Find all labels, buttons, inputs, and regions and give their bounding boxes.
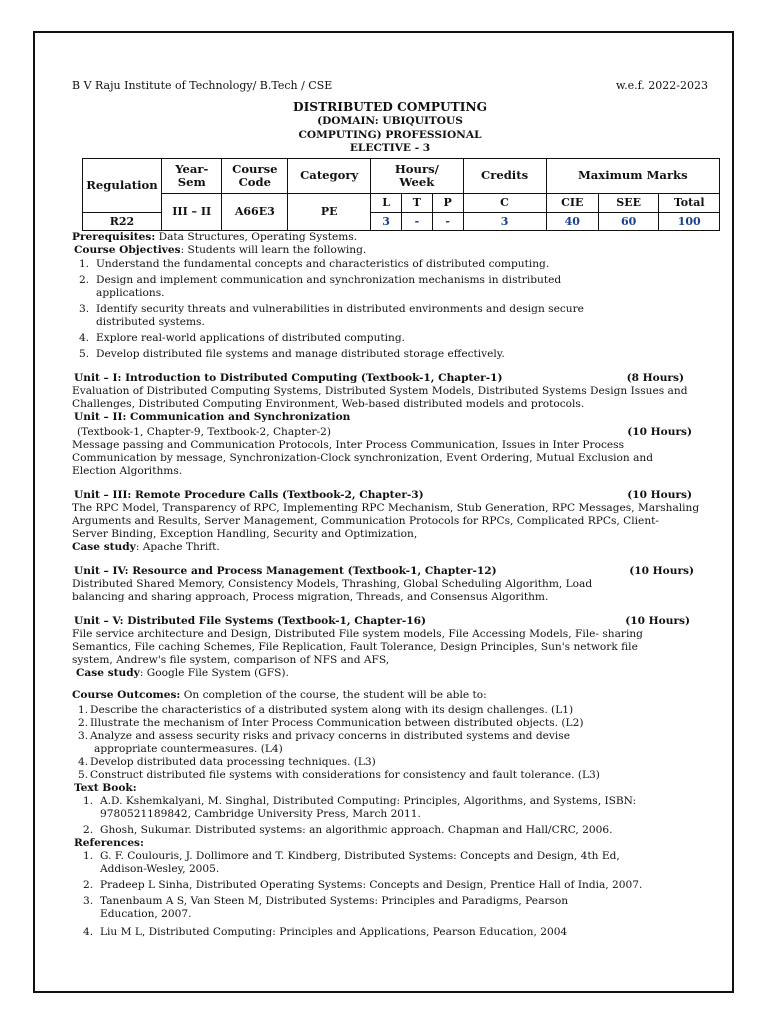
- reference-item: 3. Tanenbaum A S, Van Steen M, Distributed Systems: Principles and Paradigms, Pearson Education, 2007.: [83, 894, 569, 920]
- cell-see: 60: [598, 212, 659, 230]
- unit-3-text: The RPC Model, Transparency of RPC, Implementing RPC Mechanism, Stub Generation, RPC Messages, Marshaling: [72, 501, 700, 514]
- th-credits: Credits: [463, 158, 546, 193]
- unit-1-title: Unit – I: Introduction to Distributed Computing (Textbook-1, Chapter-1): [74, 371, 503, 384]
- unit-1: [72, 372, 708, 411]
- textbooks-list: [83, 795, 708, 837]
- course-objectives-heading: Course Objectives: Students will learn the following.: [74, 243, 367, 256]
- unit-3-case-study: Case study: Apache Thrift.: [72, 540, 220, 553]
- unit-4-hours: (10 Hours): [629, 564, 694, 577]
- prerequisites: Prerequisites: Data Structures, Operating Systems.: [72, 230, 358, 243]
- th-maximum-marks: Maximum Marks: [546, 158, 719, 193]
- th-p: P: [432, 193, 463, 212]
- cell-p: -: [432, 212, 463, 230]
- textbook-item: 1. A.D. Kshemkalyani, M. Singhal, Distributed Computing: Principles, Algorithms, and Systems, ISBN: 9780521189842, Cambridge University Press, March 2011.: [83, 794, 637, 820]
- unit-5-text: File service architecture and Design, Distributed File system models, File Accessing Models, File- sharing: [72, 627, 643, 640]
- objective-item: 5. Develop distributed file systems and manage distributed storage effectively.: [79, 347, 505, 360]
- th-c: C: [463, 193, 546, 212]
- cell-year-sem: III – II: [161, 193, 222, 230]
- outcome-item: 2. Illustrate the mechanism of Inter Process Communication between distributed objects. (L2): [78, 716, 584, 729]
- th-see: SEE: [598, 193, 659, 212]
- unit-5-title: Unit – V: Distributed File Systems (Textbook-1, Chapter-16): [74, 614, 427, 627]
- unit-4-title: Unit – IV: Resource and Process Management (Textbook-1, Chapter-12): [74, 564, 497, 577]
- th-year-sem: Year- Sem: [161, 158, 222, 193]
- reference-item: 4. Liu M L, Distributed Computing: Principles and Applications, Pearson Education, 2004: [83, 925, 568, 938]
- unit-5-case-study: Case study: Google File System (GFS).: [76, 666, 289, 679]
- unit-2-sub: (Textbook-1, Chapter-9, Textbook-2, Chapter-2): [77, 425, 332, 438]
- unit-5: [72, 615, 708, 680]
- regulation-table: [82, 158, 720, 231]
- unit-3-hours: (10 Hours): [627, 488, 692, 501]
- reference-item: 1. G. F. Coulouris, J. Dollimore and T. Kindberg, Distributed Systems: Concepts and Design, 4th Ed, Addison-Wesley, 2005.: [83, 849, 620, 875]
- course-outcomes-heading: Course Outcomes: On completion of the course, the student will be able to:: [72, 688, 487, 701]
- cell-total: 100: [659, 212, 720, 230]
- th-regulation: Regulation: [83, 158, 162, 212]
- objective-item: 1. Understand the fundamental concepts and characteristics of distributed computing.: [79, 257, 550, 270]
- course-domain-line2: COMPUTING) PROFESSIONAL: [298, 128, 482, 141]
- unit-1-hours: (8 Hours): [626, 371, 684, 384]
- references-list: [83, 850, 708, 939]
- cell-course-code: A66E3: [222, 193, 288, 230]
- textbook-item: 2. Ghosh, Sukumar. Distributed systems: an algorithmic approach. Chapman and Hall/CRC, 2006.: [83, 823, 613, 836]
- unit-3-text: Arguments and Results, Server Management, Communication Protocols for RPCs, Complicated RPCs, Client-: [72, 514, 659, 527]
- cell-regulation: R22: [83, 212, 162, 230]
- unit-5-text: Semantics, File caching Schemes, File Replication, Fault Tolerance, Design Principles, Sun's network file: [72, 640, 638, 653]
- outcome-item: 3. Analyze and assess security risks and privacy concerns in distributed systems and devise appropriate countermeasures. (L4): [78, 729, 570, 755]
- course-domain-line1: (DOMAIN: UBIQUITOUS: [317, 115, 463, 127]
- th-t: T: [401, 193, 432, 212]
- outcome-item: 4. Develop distributed data processing techniques. (L3): [78, 755, 376, 768]
- unit-1-text: Challenges, Distributed Computing Environment, Web-based distributed models and protocols.: [72, 397, 585, 410]
- page-header: [72, 79, 708, 92]
- unit-2-text: Communication by message, Synchronization-Clock synchronization, Event Ordering, Mutual Exclusion and: [72, 451, 654, 464]
- th-cie: CIE: [546, 193, 598, 212]
- unit-3-text: Server Binding, Exception Handling, Security and Optimization,: [72, 527, 418, 540]
- reference-item: 2. Pradeep L Sinha, Distributed Operating Systems: Concepts and Design, Prentice Hall of India, 2007.: [83, 878, 643, 891]
- unit-3-title: Unit – III: Remote Procedure Calls (Textbook-2, Chapter-3): [74, 488, 424, 501]
- references-heading: References:: [74, 836, 144, 849]
- cell-l: 3: [371, 212, 402, 230]
- th-total: Total: [659, 193, 720, 212]
- course-title-block: [72, 100, 708, 156]
- outcome-item: 5. Construct distributed file systems with considerations for consistency and fault tolerance. (L3): [78, 768, 600, 781]
- outcomes-list: [78, 704, 708, 782]
- cell-category: PE: [288, 193, 371, 230]
- textbook-heading: Text Book:: [74, 781, 137, 794]
- th-l: L: [371, 193, 402, 212]
- outcome-item: 1. Describe the characteristics of a distributed system along with its design challenges. (L1): [78, 703, 574, 716]
- unit-5-text: system, Andrew's file system, comparison of NFS and AFS,: [72, 653, 390, 666]
- th-category: Category: [288, 158, 371, 193]
- th-course-code: Course Code: [222, 158, 288, 193]
- objective-item: 4. Explore real-world applications of distributed computing.: [79, 331, 406, 344]
- unit-2-hours: (10 Hours): [627, 425, 692, 438]
- unit-5-hours: (10 Hours): [625, 614, 690, 627]
- objective-item: 2. Design and implement communication and synchronization mechanisms in distributed applications.: [79, 273, 562, 299]
- unit-1-text: Evaluation of Distributed Computing Systems, Distributed System Models, Distributed Systems Design Issues and: [72, 384, 688, 397]
- institute-header: B V Raju Institute of Technology/ B.Tech / CSE: [72, 79, 333, 92]
- course-domain-line3: ELECTIVE - 3: [349, 142, 431, 154]
- cell-c: 3: [463, 212, 546, 230]
- unit-4-text: Distributed Shared Memory, Consistency Models, Thrashing, Global Scheduling Algorithm, Load: [72, 577, 593, 590]
- unit-3: [72, 489, 708, 554]
- unit-2-text: Election Algorithms.: [72, 464, 183, 477]
- objectives-list: [79, 258, 708, 361]
- unit-4: [72, 565, 708, 604]
- objective-item: 3. Identify security threats and vulnerabilities in distributed environments and design secure distributed systems.: [79, 302, 584, 328]
- th-hours-week: Hours/ Week: [371, 158, 463, 193]
- unit-2: [72, 411, 708, 478]
- cell-t: -: [401, 212, 432, 230]
- syllabus-page: [72, 78, 708, 939]
- unit-2-title: Unit – II: Communication and Synchronization: [74, 410, 351, 423]
- unit-2-text: Message passing and Communication Protocols, Inter Process Communication, Issues in Inter Process: [72, 438, 625, 451]
- cell-cie: 40: [546, 212, 598, 230]
- course-title: DISTRIBUTED COMPUTING: [293, 100, 487, 114]
- unit-4-text: balancing and sharing approach, Process migration, Threads, and Consensus Algorithm.: [72, 590, 549, 603]
- wef-year: w.e.f. 2022-2023: [616, 79, 708, 92]
